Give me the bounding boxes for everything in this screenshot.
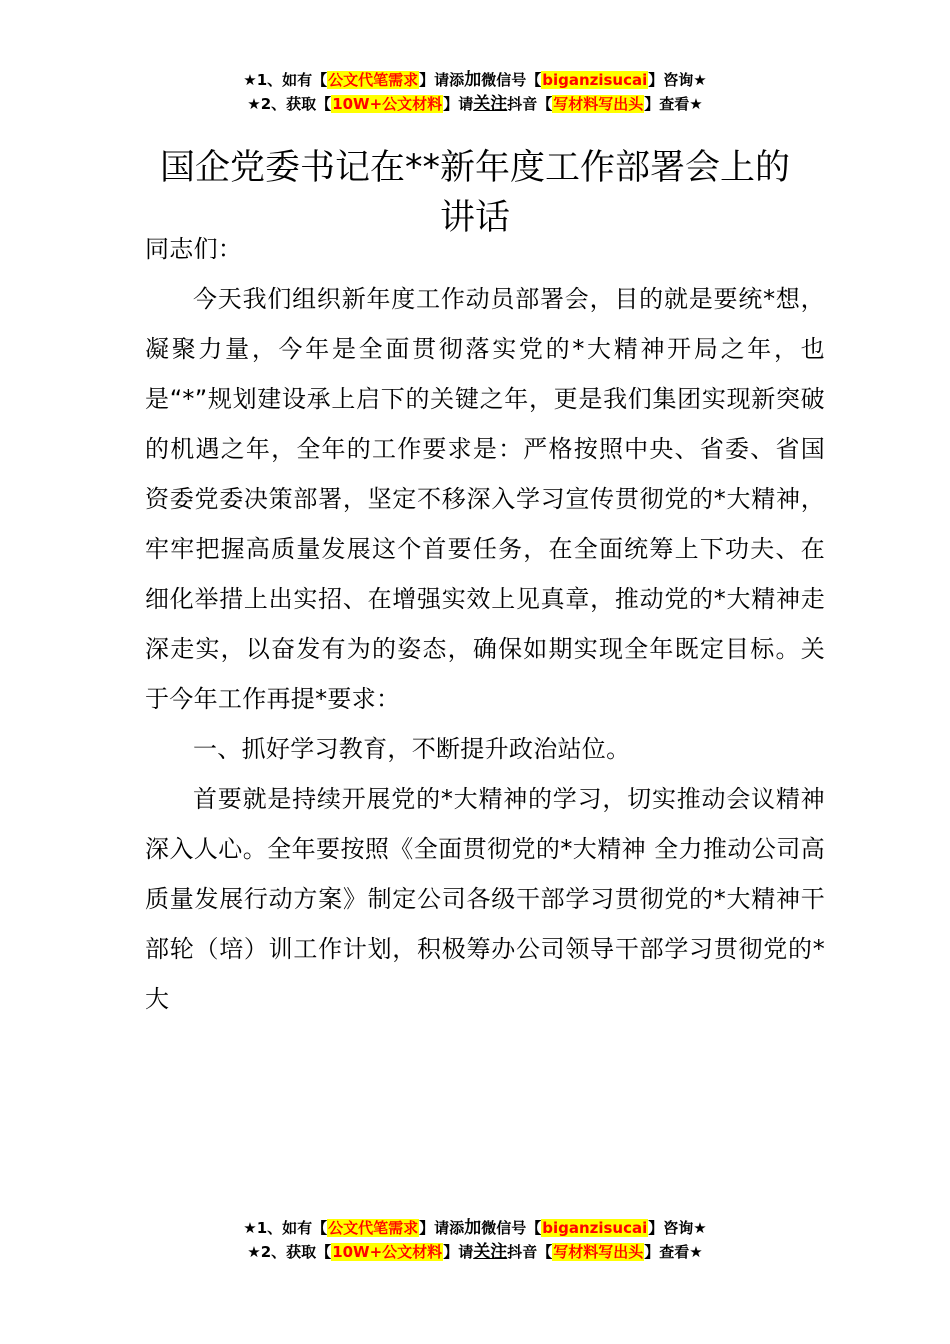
banner-text: 】请 (443, 95, 474, 113)
banner-text: 】请添 (419, 71, 465, 89)
paragraph: 今天我们组织新年度工作动员部署会，目的就是要统*想，凝聚力量，今年是全面贯彻落实党的*大精神开局之年，也是“*”规划建设承上启下的关键之年，更是我们集团实现新突破的机遇之年，全年的工作要求是：严格按照中央、省委、省国资委党委决策部署，坚定不移深入学习宣传贯彻党的*大精神，牢牢把握高质量发展这个首要任务，在全面统筹上下功夫、在细化举措上出实招、在增强实效上见真章，推动党的*大精神走深走实，以奋发有为的姿态，确保如期实现全年既定目标。关于今年工作再提*要求： (145, 285, 825, 713)
salutation: 同志们： (145, 235, 243, 263)
banner-text: 加 (464, 70, 482, 90)
banner-line-2 (0, 1240, 950, 1264)
banner-text: 抖音【 (507, 1243, 553, 1261)
banner-text: 加 (464, 1218, 482, 1238)
banner-text: 】请添 (419, 1219, 465, 1237)
banner-text: ★1、如有【 (243, 1219, 328, 1237)
banner-text: 微信号【 (481, 71, 542, 89)
banner-text: ★2、获取【 (247, 95, 332, 113)
banner-text: 微信号【 (481, 1219, 542, 1237)
banner-line-1 (0, 1216, 950, 1240)
banner-highlight: 10W+公文材料 (332, 1243, 443, 1261)
banner-text: 】咨询★ (648, 71, 707, 89)
banner-text: 关注 (473, 94, 508, 114)
banner-text: 】查看★ (644, 1243, 703, 1261)
banner-text: 】咨询★ (648, 1219, 707, 1237)
document-body (145, 224, 825, 1024)
banner-text: 】查看★ (644, 95, 703, 113)
banner-line-2 (0, 92, 950, 116)
banner-line-1 (0, 68, 950, 92)
banner-wechat-id: biganzisucai (542, 71, 648, 89)
section-heading: 一、抓好学习教育，不断提升政治站位。 (193, 735, 631, 763)
banner-text: ★2、获取【 (247, 1243, 332, 1261)
banner-highlight: 公文代笔需求 (328, 71, 419, 89)
banner-douyin-id: 写材料写出头 (553, 95, 644, 113)
paragraph: 首要就是持续开展党的*大精神的学习，切实推动会议精神深入人心。全年要按照《全面贯彻党的*大精神 全力推动公司高质量发展行动方案》制定公司各级干部学习贯彻党的*大精神干部轮（培）训工作计划，积极筹办公司领导干部学习贯彻党的*大 (145, 785, 825, 1013)
banner-text: 关注 (473, 1242, 508, 1262)
document-title: 国企党委书记在**新年度工作部署会上的讲话 (159, 148, 790, 239)
banner-douyin-id: 写材料写出头 (553, 1243, 644, 1261)
banner-highlight: 公文代笔需求 (328, 1219, 419, 1237)
footer-banner (0, 1216, 950, 1264)
banner-wechat-id: biganzisucai (542, 1219, 648, 1237)
banner-text: ★1、如有【 (243, 71, 328, 89)
banner-text: 】请 (443, 1243, 474, 1261)
header-banner (0, 68, 950, 116)
banner-highlight: 10W+公文材料 (332, 95, 443, 113)
banner-text: 抖音【 (507, 95, 553, 113)
